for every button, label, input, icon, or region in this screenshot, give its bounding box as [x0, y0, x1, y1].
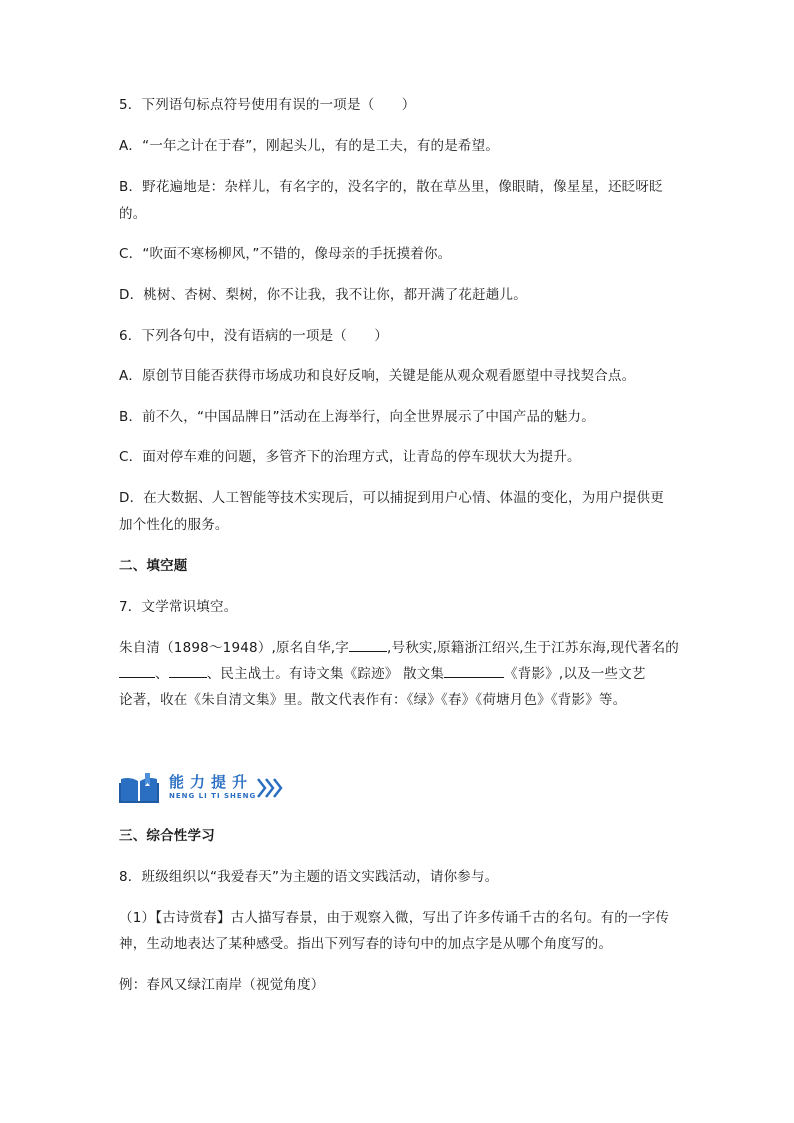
open-book-icon	[119, 773, 159, 803]
q7-line2	[119, 663, 646, 684]
banner-title: 能力提升	[169, 773, 254, 791]
ability-improvement-banner	[119, 771, 319, 805]
q7-line1	[119, 637, 679, 658]
q5-option-c: C．“吹面不寒杨柳风，”不错的，像母亲的手抚摸着你。	[119, 246, 452, 262]
q6-option-c: C．面对停车难的问题，多管齐下的治理方式，让青岛的停车现状大为提升。	[119, 449, 581, 465]
q7-line2-text-a: 、	[155, 666, 169, 682]
q7-line2-text-b: 、民主战士。有诗文集《踪迹》 散文集	[206, 666, 445, 682]
section-heading-comprehensive-study: 三、综合性学习	[119, 828, 215, 844]
q5-option-b-line1: B．野花遍地是：杂样儿，有名字的，没名字的，散在草丛里，像眼睛，像星星，还眨呀眨	[119, 179, 663, 195]
q8-part1-line2: 神，生动地表达了某种感受。指出下列写春的诗句中的加点字是从哪个角度写的。	[119, 936, 613, 952]
q6-option-b: B．前不久，“中国品牌日”活动在上海举行，向全世界展示了中国产品的魅力。	[119, 409, 595, 425]
banner-pinyin: NENG LI TI SHENG	[169, 792, 257, 800]
q5-option-b-line2: 的。	[119, 206, 147, 222]
q6-option-a: A．原创节目能否获得市场成功和良好反响，关键是能从观众观看愿望中寻找契合点。	[119, 368, 636, 384]
q7-line1-text-b: ,号秋实,原籍浙江绍兴,生于江苏东海,现代著名的	[387, 640, 679, 656]
q7-stem: 7．文学常识填空。	[119, 599, 238, 615]
answer-blank[interactable]	[444, 663, 504, 678]
q5-stem: 5．下列语句标点符号使用有误的一项是（ ）	[119, 97, 416, 113]
q5-option-a: A．“一年之计在于春”，刚起头儿，有的是工夫，有的是希望。	[119, 138, 500, 154]
q6-option-d-line2: 加个性化的服务。	[119, 517, 229, 533]
q8-stem: 8．班级组织以“我爱春天”为主题的语文实践活动，请你参与。	[119, 869, 499, 885]
chevron-right-triple-icon	[257, 777, 285, 799]
q8-example: 例：春风又绿江南岸（视觉角度）	[119, 977, 325, 993]
q6-option-d-line1: D．在大数据、人工智能等技术实现后，可以捕捉到用户心情、体温的变化，为用户提供更	[119, 490, 664, 506]
q7-line2-text-c: 《背影》,以及一些文艺	[504, 666, 646, 682]
q5-option-d: D．桃树、杏树、梨树，你不让我，我不让你，都开满了花赶趟儿。	[119, 287, 527, 303]
q6-stem: 6．下列各句中，没有语病的一项是（ ）	[119, 328, 389, 344]
answer-blank[interactable]	[119, 663, 155, 678]
answer-blank[interactable]	[169, 663, 207, 678]
q8-part1-line1: （1）【古诗赏春】古人描写春景，由于观察入微，写出了许多传诵千古的名句。有的一字传	[119, 910, 670, 926]
q7-line1-text-a: 朱自清（1898～1948）,原名自华,字	[119, 640, 349, 656]
section-heading-fill-blank: 二、填空题	[119, 558, 188, 574]
q7-line3: 论著，收在《朱自清文集》里。散文代表作有：《绿》《春》《荷塘月色》《背影》等。	[119, 692, 627, 708]
answer-blank[interactable]	[349, 637, 387, 652]
